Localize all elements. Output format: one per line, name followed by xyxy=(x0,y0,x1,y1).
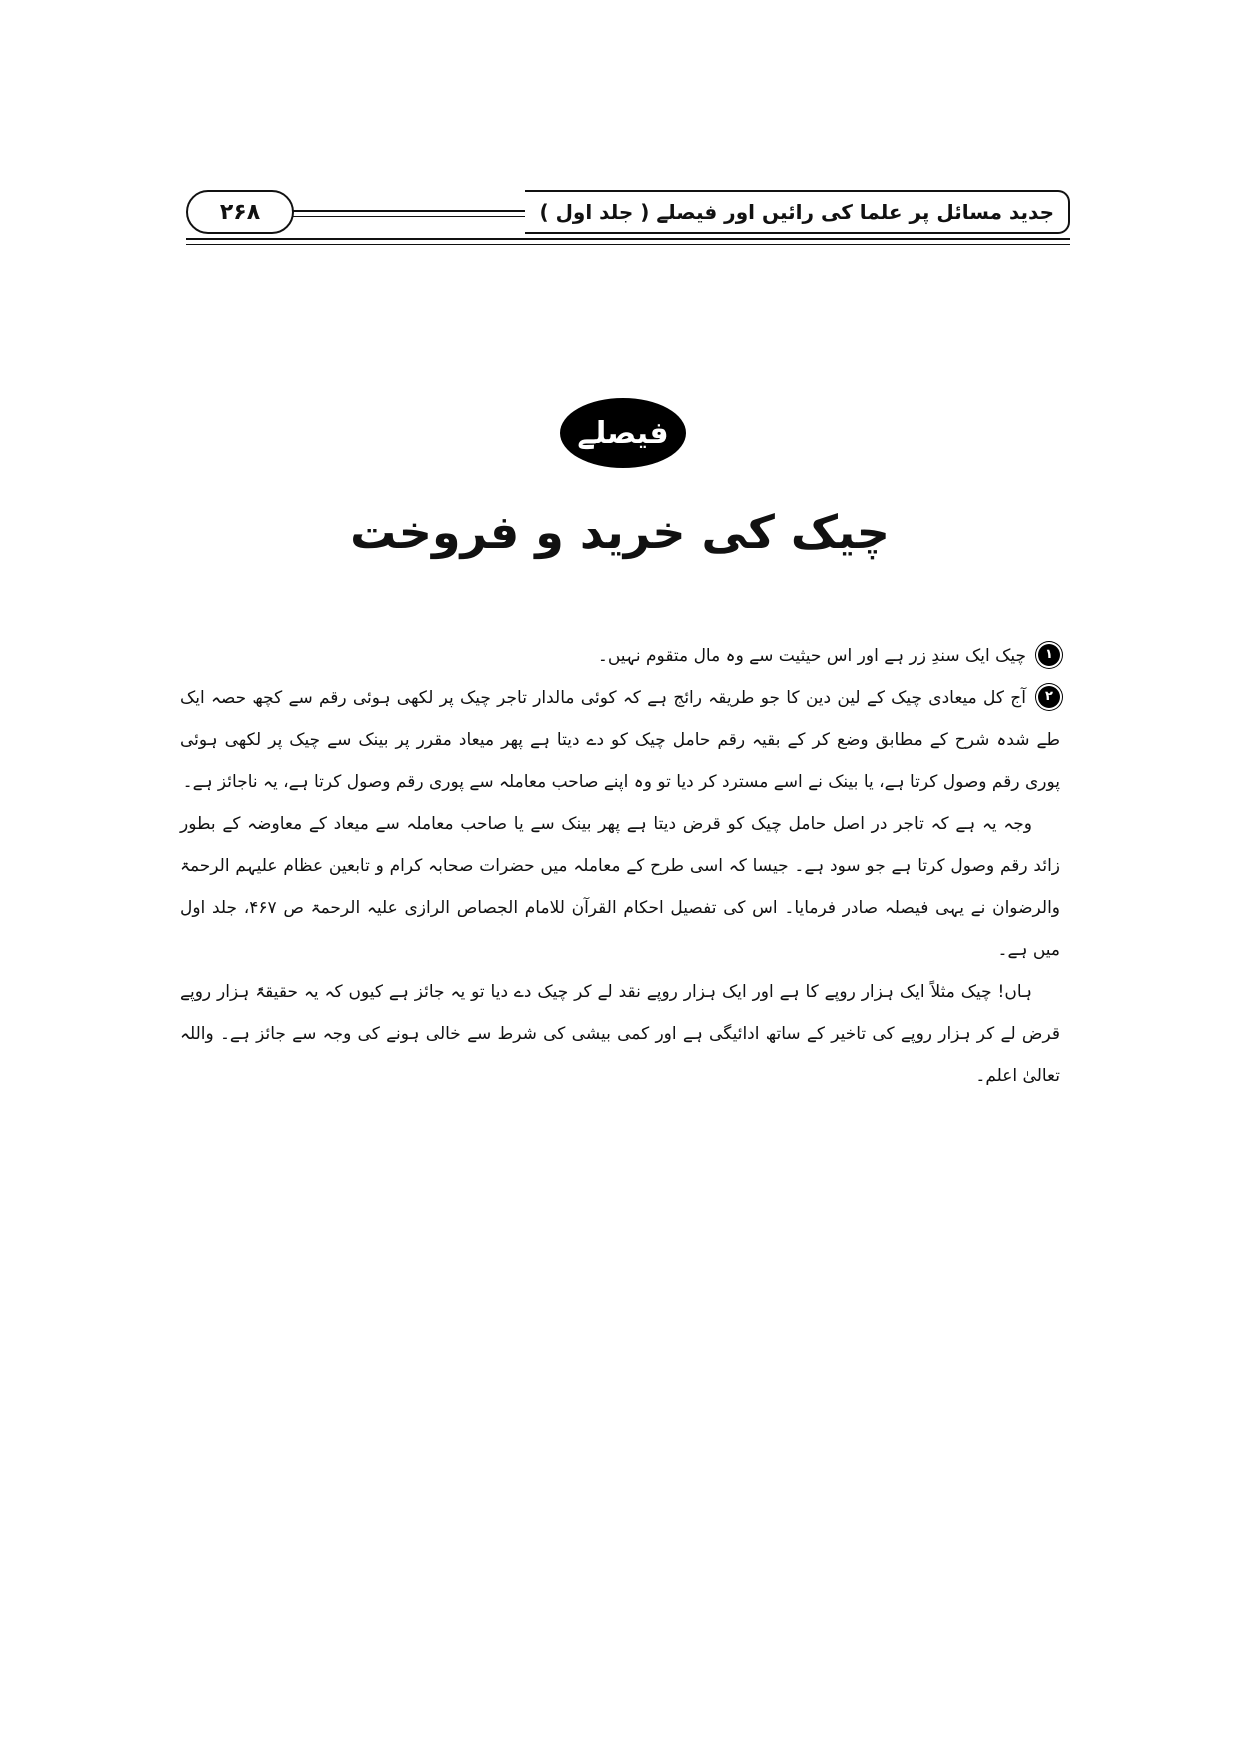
book-title: جدید مسائل پر علما کی رائیں اور فیصلے ( جلد اول ) xyxy=(525,190,1070,234)
header-divider xyxy=(186,238,1070,240)
article-body xyxy=(180,635,1060,1097)
point-number-badge: ۱ xyxy=(1038,644,1060,666)
chapter-title: چیک کی خرید و فروخت xyxy=(350,505,890,559)
page-header xyxy=(186,190,1070,248)
page-number: ۲۶۸ xyxy=(186,190,294,234)
header-divider xyxy=(186,244,1070,245)
section-badge: فیصلے xyxy=(560,398,686,468)
numbered-point xyxy=(180,677,1060,803)
point-text: آج کل میعادی چیک کے لین دین کا جو طریقہ رائج ہے کہ کوئی مالدار تاجر چیک پر لکھی ہوئی رقم سے کچھ حصہ ایک طے شدہ شرح کے مطابق وضع کر کے بقیہ رقم حامل چیک کو دے دیتا ہے پھر میعاد مقرر پر بینک سے چیک پر لکھی ہوئی پوری رقم وصول کرتا ہے، یا بینک نے اسے مسترد کر دیا تو وہ اپنے صاحب معاملہ سے پوری رقم وصول کرتا ہے، یہ ناجائز ہے۔ xyxy=(180,688,1060,792)
point-text: چیک ایک سندِ زر ہے اور اس حیثیت سے وہ مال متقوم نہیں۔ xyxy=(597,646,1026,666)
point-number-badge: ۲ xyxy=(1038,686,1060,708)
paragraph: ہاں! چیک مثلاً ایک ہزار روپے کا ہے اور ایک ہزار روپے نقد لے کر چیک دے دیا تو یہ جائز ہے کیوں کہ یہ حقیقۃً ہزار روپے قرض لے کر ہزار روپے کی تاخیر کے ساتھ ادائیگی ہے اور کمی بیشی کی شرط سے خالی ہونے کی وجہ سے جائز ہے۔ واللہ تعالیٰ اعلم۔ xyxy=(180,982,1060,1086)
paragraph: وجہ یہ ہے کہ تاجر در اصل حامل چیک کو قرض دیتا ہے پھر بینک سے یا صاحب معاملہ سے میعاد کے معاوضہ کے بطور زائد رقم وصول کرتا ہے جو سود ہے۔ جیسا کہ اسی طرح کے معاملہ میں حضرات صحابہ کرام و تابعین عظام علیہم الرحمۃ والرضوان نے یہی فیصلہ صادر فرمایا۔ اس کی تفصیل احکام القرآن للامام الجصاص الرازی علیہ الرحمۃ ص ۴۶۷، جلد اول میں ہے۔ xyxy=(180,814,1061,960)
numbered-point xyxy=(180,635,1060,677)
